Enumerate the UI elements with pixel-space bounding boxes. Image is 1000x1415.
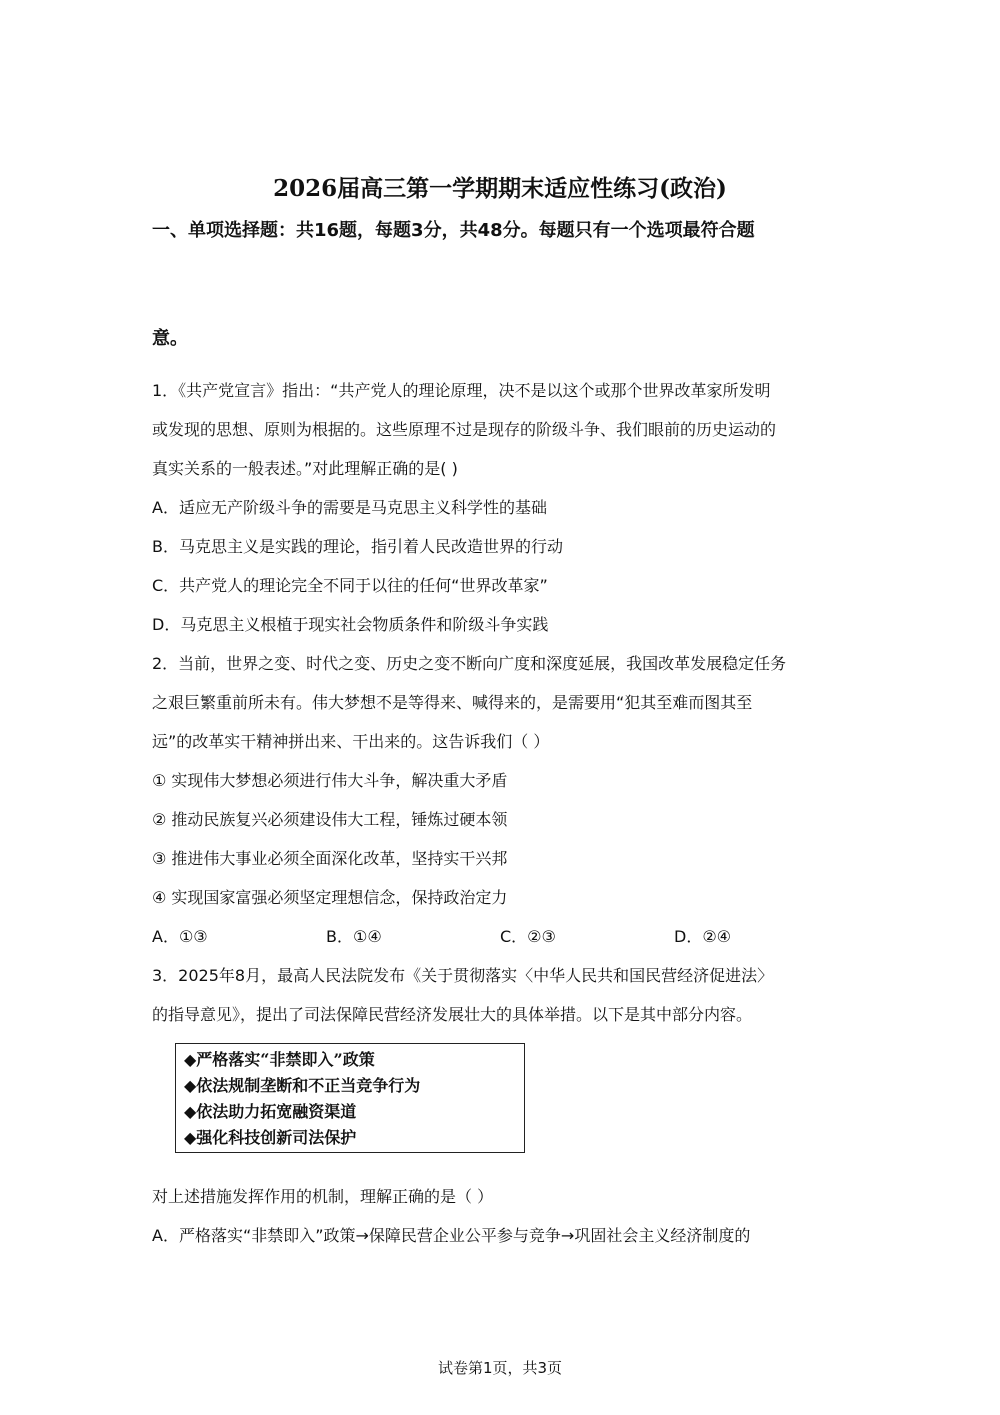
q1-option-a: A．适应无产阶级斗争的需要是马克思主义科学性的基础 <box>152 498 547 517</box>
q2-option-d: D．②④ <box>674 927 732 946</box>
q1-option-b: B．马克思主义是实践的理论，指引着人民改造世界的行动 <box>152 537 563 556</box>
q1-stem-line-2: 或发现的思想、原则为根据的。这些原理不过是现存的阶级斗争、我们眼前的历史运动的 <box>152 420 777 439</box>
q2-stem-line-2: 之艰巨繁重前所未有。伟大梦想不是等得来、喊得来的，是需要用“犯其至难而图其至 <box>152 693 753 712</box>
q2-item-1: ① 实现伟大梦想必须进行伟大斗争，解决重大矛盾 <box>152 771 508 790</box>
q1-option-d: D．马克思主义根植于现实社会物质条件和阶级斗争实践 <box>152 615 549 634</box>
section-heading-line-2: 意。 <box>152 328 188 349</box>
q2-item-2: ② 推动民族复兴必须建设伟大工程，锤炼过硬本领 <box>152 810 508 829</box>
q1-stem-line-1: 1．《共产党宣言》指出：“共产党人的理论原理，决不是以这个或那个世界改革家所发明 <box>152 381 771 400</box>
q2-option-c: C．②③ <box>500 927 556 946</box>
q2-option-a: A．①③ <box>152 927 208 946</box>
q3-measure-3: ◆依法助力拓宽融资渠道 <box>184 1102 357 1121</box>
q3-measures-box <box>175 1043 525 1153</box>
section-heading-line-1: 一、单项选择题：共16题，每题3分，共48分。每题只有一个选项最符合题 <box>152 220 755 241</box>
q1-option-c: C．共产党人的理论完全不同于以往的任何“世界改革家” <box>152 576 548 595</box>
q3-stem-line-2: 的指导意见》，提出了司法保障民营经济发展壮大的具体举措。以下是其中部分内容。 <box>152 1005 753 1024</box>
q3-option-a: A．严格落实“非禁即入”政策→保障民营企业公平参与竞争→巩固社会主义经济制度的 <box>152 1226 751 1245</box>
document-title: 2026届高三第一学期期末适应性练习(政治) <box>273 175 727 202</box>
q3-stem-line-1: 3．2025年8月，最高人民法院发布《关于贯彻落实〈中华人民共和国民营经济促进法〉 <box>152 966 774 985</box>
q2-stem-line-1: 2．当前，世界之变、时代之变、历史之变不断向广度和深度延展，我国改革发展稳定任务 <box>152 654 787 673</box>
q1-stem-line-3: 真实关系的一般表述。”对此理解正确的是( ) <box>152 459 458 478</box>
q2-item-3: ③ 推进伟大事业必须全面深化改革，坚持实干兴邦 <box>152 849 508 868</box>
q2-options-row <box>152 924 852 948</box>
q3-measure-1: ◆严格落实“非禁即入”政策 <box>184 1050 375 1069</box>
page-footer: 试卷第1页，共3页 <box>437 1359 563 1377</box>
q3-measure-2: ◆依法规制垄断和不正当竞争行为 <box>184 1076 421 1095</box>
q2-item-4: ④ 实现国家富强必须坚定理想信念，保持政治定力 <box>152 888 508 907</box>
q2-option-b: B．①④ <box>326 927 382 946</box>
q2-stem-line-3: 远”的改革实干精神拼出来、干出来的。这告诉我们（ ） <box>152 732 550 751</box>
q3-measure-4: ◆强化科技创新司法保护 <box>184 1128 357 1147</box>
q3-question: 对上述措施发挥作用的机制，理解正确的是（ ） <box>152 1187 494 1206</box>
